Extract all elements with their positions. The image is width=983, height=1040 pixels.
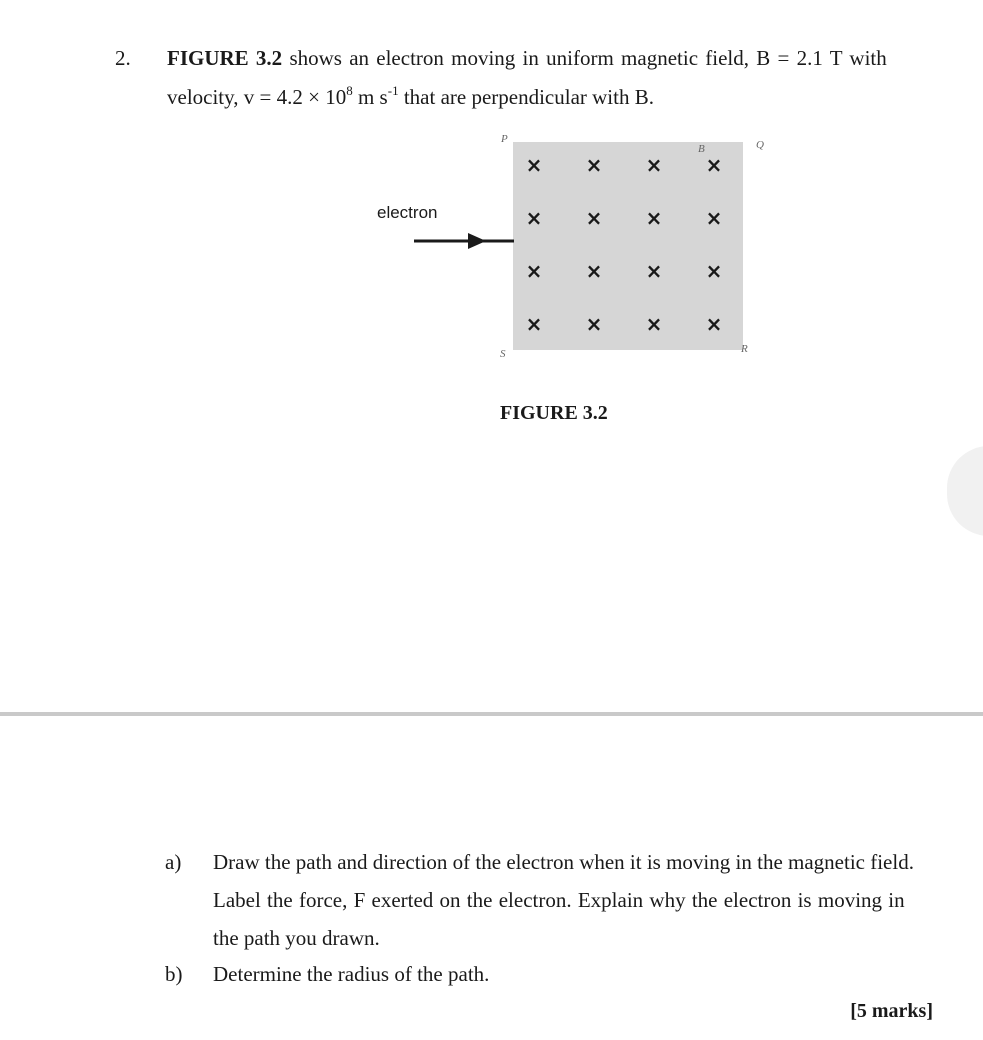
field-cross: × bbox=[525, 259, 543, 283]
marks-total: [5 marks] bbox=[850, 1000, 933, 1022]
field-cross: × bbox=[645, 312, 663, 336]
field-cross: × bbox=[585, 206, 603, 230]
question-line-1-text: shows an electron moving in uniform magnetic field, B = 2.1 T with bbox=[282, 46, 887, 70]
corner-label-s: S bbox=[500, 348, 506, 360]
part-a-line-3: the path you drawn. bbox=[213, 926, 380, 950]
corner-label-r: R bbox=[741, 343, 748, 355]
velocity-exponent: 8 bbox=[346, 83, 353, 98]
field-label-b: B bbox=[698, 143, 705, 155]
field-cross: × bbox=[525, 153, 543, 177]
corner-label-q: Q bbox=[756, 139, 764, 151]
question-line-1 bbox=[167, 46, 887, 71]
velocity-unit: m s bbox=[352, 85, 388, 109]
part-b-text: Determine the radius of the path. bbox=[213, 962, 490, 986]
question-line-2 bbox=[167, 85, 654, 110]
field-cross: × bbox=[705, 153, 723, 177]
velocity-suffix: that are perpendicular with B. bbox=[398, 85, 654, 109]
field-cross: × bbox=[645, 259, 663, 283]
field-cross: × bbox=[705, 312, 723, 336]
field-cross: × bbox=[705, 259, 723, 283]
part-b-label: b) bbox=[165, 962, 183, 986]
field-cross: × bbox=[645, 206, 663, 230]
field-cross: × bbox=[585, 259, 603, 283]
field-cross: × bbox=[645, 153, 663, 177]
part-a-line-1: Draw the path and direction of the electron when it is moving in the magnetic field. bbox=[213, 850, 914, 874]
field-cross: × bbox=[705, 206, 723, 230]
velocity-prefix: velocity, v = 4.2 × 10 bbox=[167, 85, 347, 109]
magnetic-field-figure bbox=[360, 128, 780, 368]
field-cross: × bbox=[585, 153, 603, 177]
figure-caption: FIGURE 3.2 bbox=[500, 402, 608, 424]
part-a-line-2: Label the force, F exerted on the electron. Explain why the electron is moving in bbox=[213, 888, 905, 912]
page-divider bbox=[0, 712, 983, 716]
part-a-label: a) bbox=[165, 850, 182, 874]
corner-label-p: P bbox=[501, 133, 508, 145]
figure-reference: FIGURE 3.2 bbox=[167, 46, 283, 70]
field-cross: × bbox=[525, 312, 543, 336]
velocity-unit-exponent: -1 bbox=[387, 83, 399, 98]
question-number: 2. bbox=[115, 46, 131, 70]
electron-label: electron bbox=[377, 203, 438, 222]
field-cross: × bbox=[525, 206, 543, 230]
side-scroll-tab[interactable] bbox=[947, 446, 983, 536]
field-cross: × bbox=[585, 312, 603, 336]
electron-arrowhead bbox=[468, 233, 486, 249]
